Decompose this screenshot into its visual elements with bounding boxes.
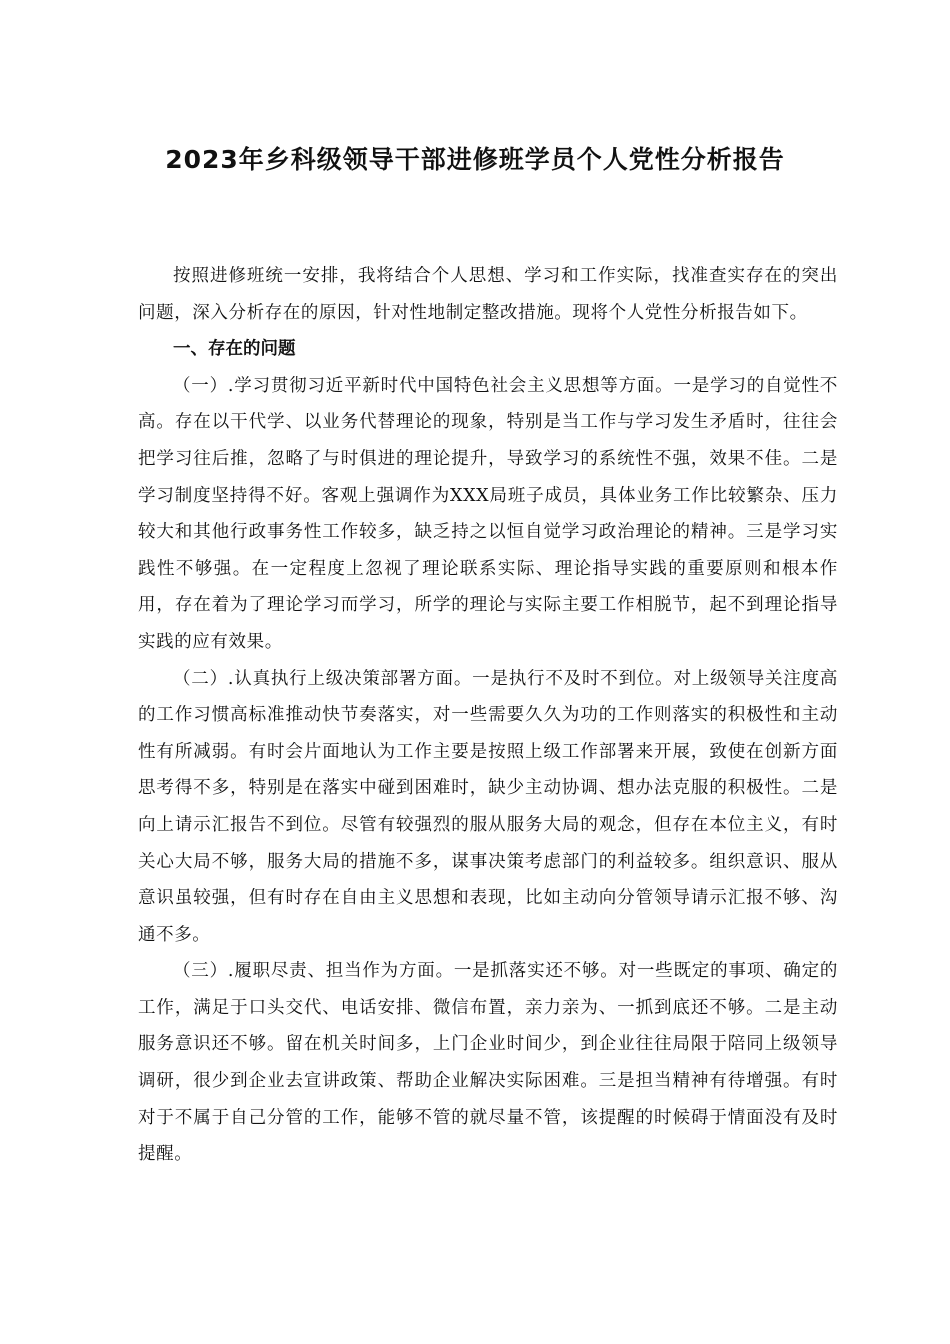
paragraph-1: （一）.学习贯彻习近平新时代中国特色社会主义思想等方面。一是学习的自觉性不高。存在以干代学、以业务代替理论的现象，特别是当工作与学习发生矛盾时，往往会把学习往后推，忽略了与时俱进的理论提升，导致学习的系统性不强，效果不佳。二是学习制度坚持得不好。客观上强调作为XXX局班子成员，具体业务工作比较繁杂、压力较大和其他行政事务性工作较多，缺乏持之以恒自觉学习政治理论的精神。三是学习实践性不够强。在一定程度上忽视了理论联系实际、理论指导实践的重要原则和根本作用，存在着为了理论学习而学习，所学的理论与实际主要工作相脱节，起不到理论指导实践的应有效果。 bbox=[138, 375, 838, 652]
document-title: 2023年乡科级领导干部进修班学员个人党性分析报告 bbox=[165, 145, 785, 174]
section-heading: 一、存在的问题 bbox=[173, 339, 296, 360]
intro-paragraph: 按照进修班统一安排，我将结合个人思想、学习和工作实际，找准查实存在的突出问题，深入分析存在的原因，针对性地制定整改措施。现将个人党性分析报告如下。 bbox=[138, 266, 838, 323]
paragraph-3: （三）.履职尽责、担当作为方面。一是抓落实还不够。对一些既定的事项、确定的工作，满足于口头交代、电话安排、微信布置，亲力亲为、一抓到底还不够。二是主动服务意识还不够。留在机关时间多，上门企业时间少，到企业往往局限于陪同上级领导调研，很少到企业去宣讲政策、帮助企业解决实际困难。三是担当精神有待增强。有时对于不属于自己分管的工作，能够不管的就尽量不管，该提醒的时候碍于情面没有及时提醒。 bbox=[138, 961, 838, 1165]
paragraph-2: （二）.认真执行上级决策部署方面。一是执行不及时不到位。对上级领导关注度高的工作习惯高标准推动快节奏落实，对一些需要久久为功的工作则落实的积极性和主动性有所减弱。有时会片面地认为工作主要是按照上级工作部署来开展，致使在创新方面思考得不多，特别是在落实中碰到困难时，缺少主动协调、想办法克服的积极性。二是向上请示汇报告不到位。尽管有较强烈的服从服务大局的观念，但存在本位主义，有时关心大局不够，服务大局的措施不多，谋事决策考虑部门的利益较多。组织意识、服从意识虽较强，但有时存在自由主义思想和表现，比如主动向分管领导请示汇报不够、沟通不多。 bbox=[138, 668, 838, 945]
document-body bbox=[138, 258, 838, 1173]
